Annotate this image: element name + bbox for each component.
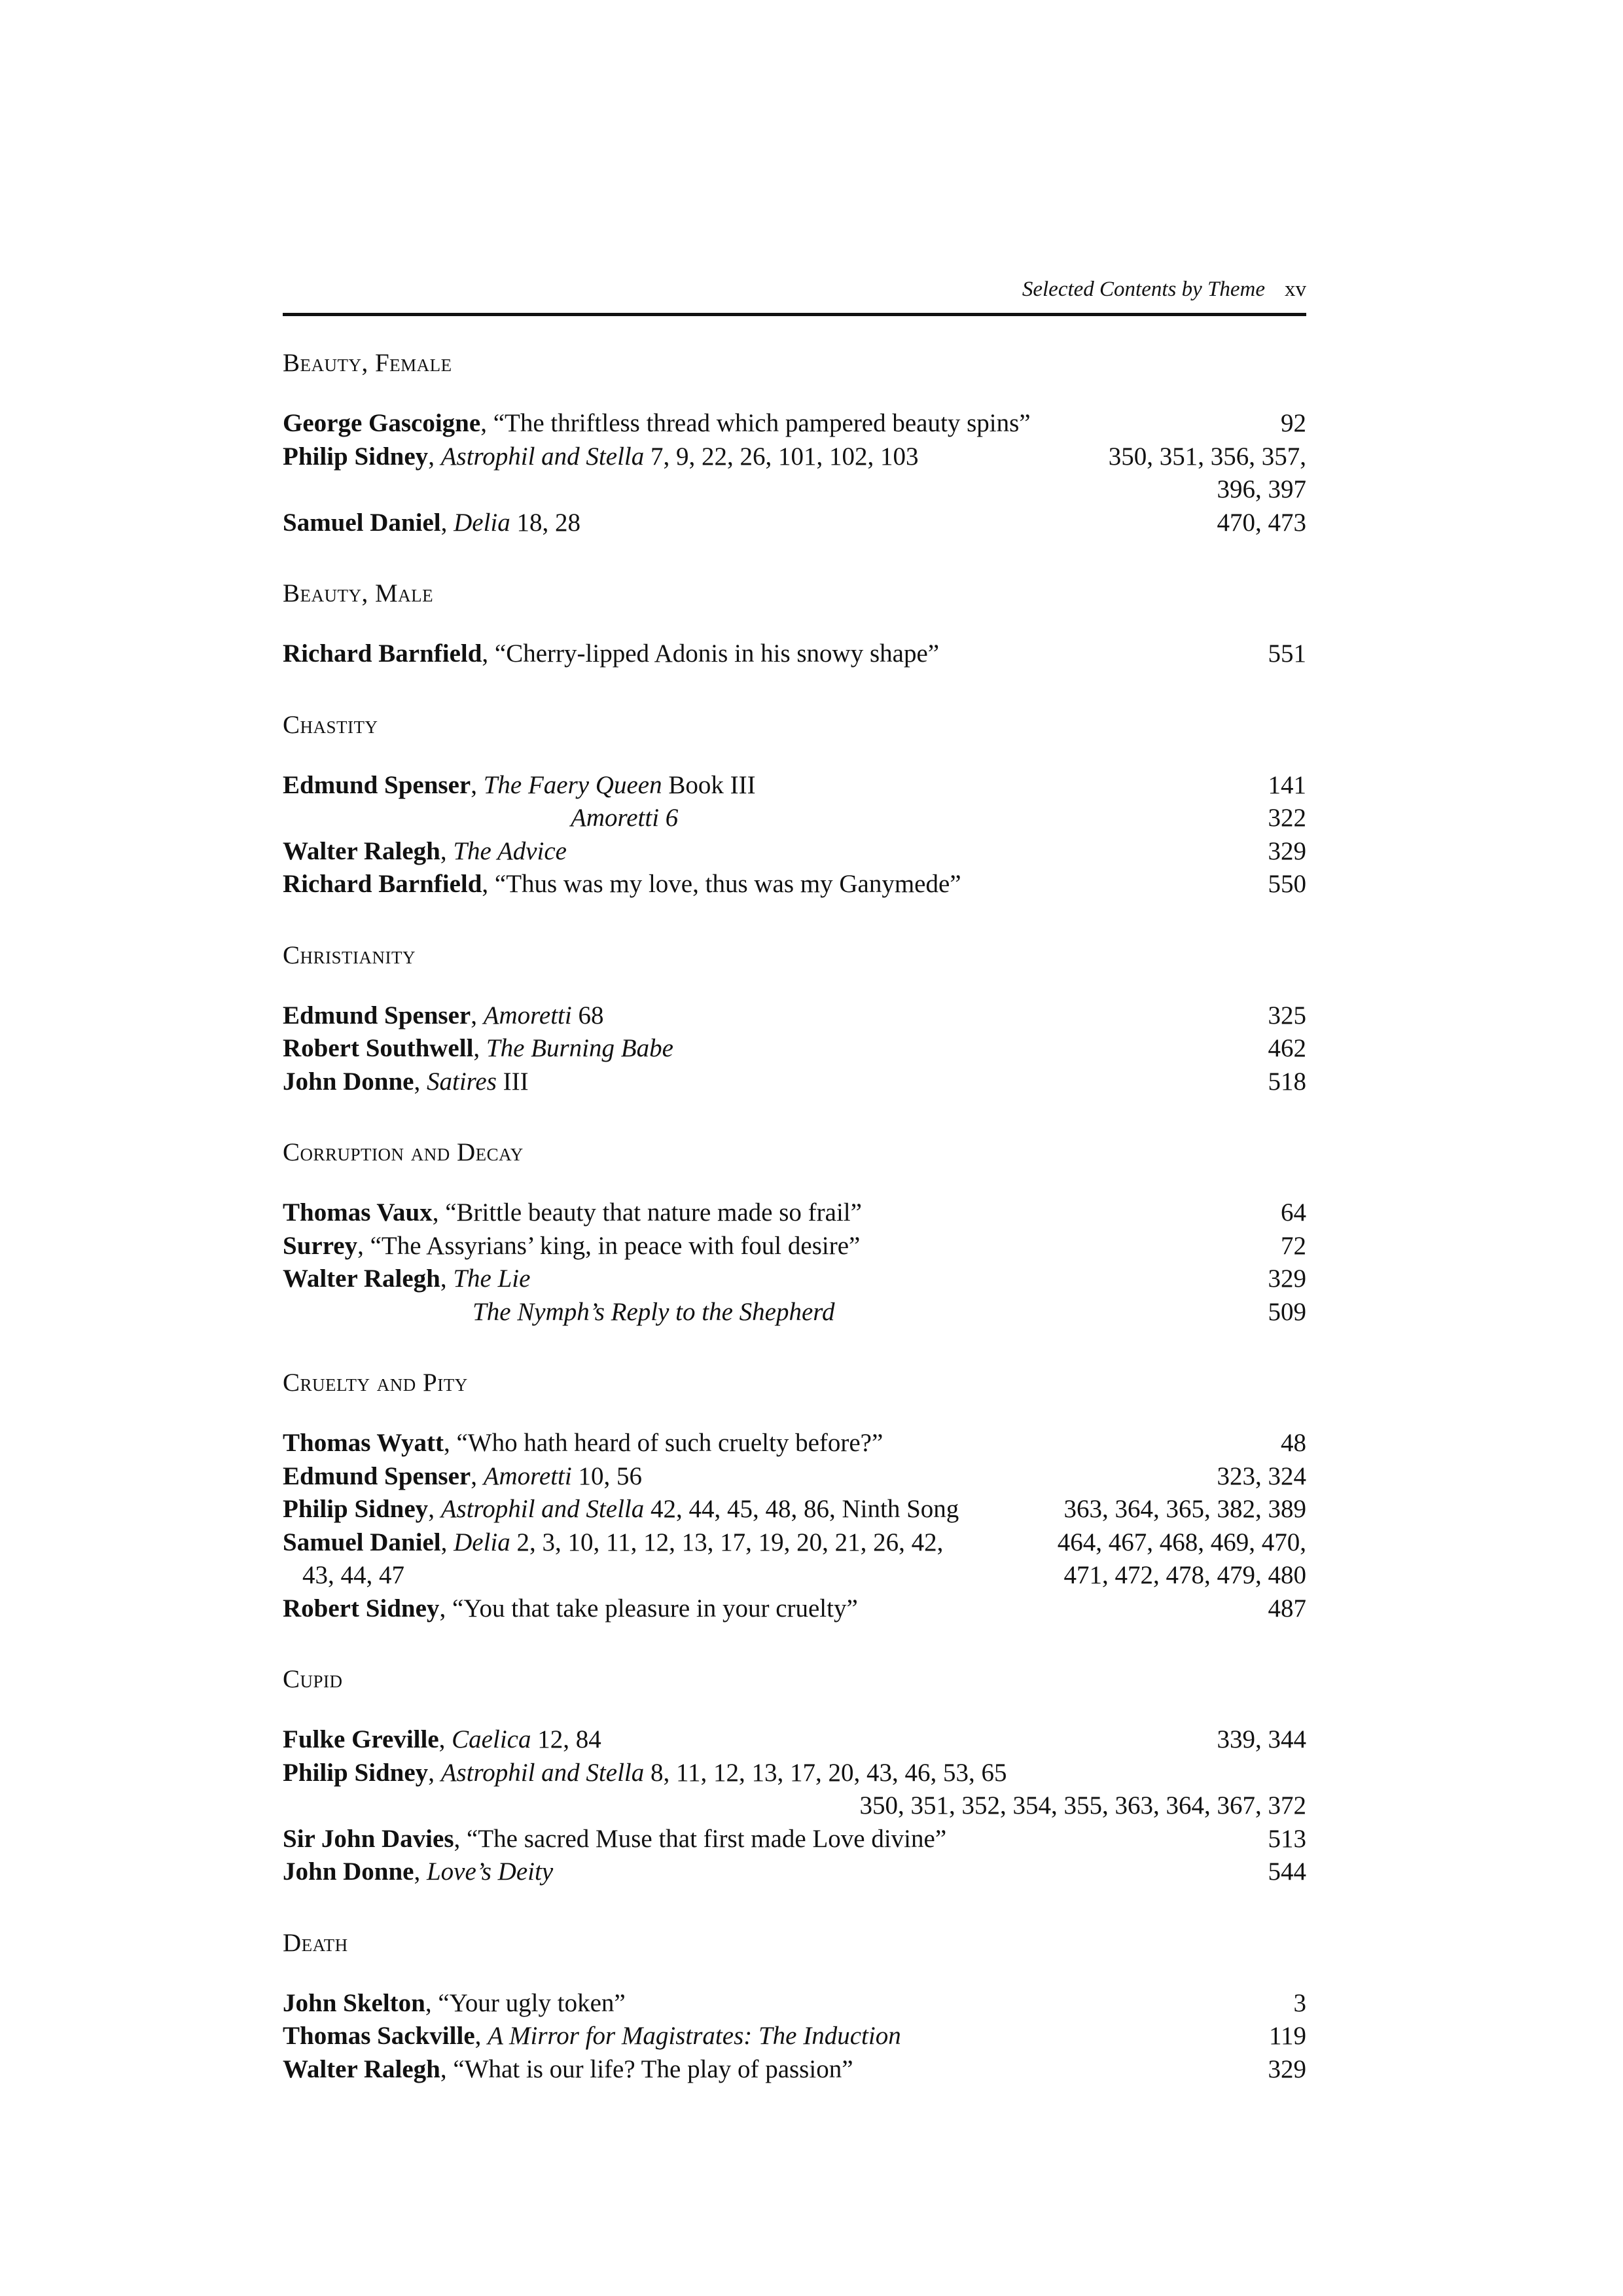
index-entry: Thomas Vaux, “Brittle beauty that nature made so frail” 64: [283, 1196, 1306, 1230]
poem-title: “Who hath heard of such cruelty before?”: [456, 1429, 883, 1457]
page-refs: 509: [1268, 1297, 1306, 1326]
page-refs: 462: [1268, 1034, 1306, 1062]
author-name: Edmund Spenser: [283, 1462, 471, 1490]
index-entry: [283, 802, 1306, 835]
author-name: Samuel Daniel: [283, 508, 441, 537]
section-beauty-female: [283, 346, 1306, 539]
work-title: Delia: [454, 1528, 510, 1556]
page-refs: 551: [1268, 639, 1306, 668]
author-name: Robert Sidney: [283, 1594, 440, 1623]
author-name: John Donne: [283, 1067, 414, 1096]
author-name: Samuel Daniel: [283, 1528, 441, 1556]
poem-numbers: III: [496, 1067, 529, 1096]
index-entry: Surrey, “The Assyrians’ king, in peace with foul desire” 72: [283, 1230, 1306, 1263]
theme-index: [283, 346, 1306, 2123]
header-rule: [283, 313, 1306, 316]
author-name: Sir John Davies: [283, 1824, 454, 1853]
poem-title: “Brittle beauty that nature made so frail”: [445, 1198, 862, 1227]
running-head: [283, 274, 1306, 305]
page-refs: 325: [1268, 1001, 1306, 1030]
poem-title: “What is our life? The play of passion”: [453, 2054, 853, 2083]
page-refs: 322: [1268, 804, 1306, 832]
poem-numbers: 18, 28: [510, 508, 581, 537]
index-entry: Walter Ralegh, “What is our life? The play of passion” 329: [283, 2053, 1306, 2087]
page-number: xv: [1285, 278, 1306, 301]
index-entry: Richard Barnfield, “Thus was my love, thus was my Ganymede” 550: [283, 868, 1306, 901]
section-heading: Cruelty and Pity: [283, 1369, 468, 1397]
poem-title: “Cherry-lipped Adonis in his snowy shape”: [494, 639, 940, 668]
index-entry: Walter Ralegh, The Advice 329: [283, 835, 1306, 869]
page-refs: 350, 351, 356, 357, 396, 397: [1108, 442, 1306, 503]
work-title: Caelica: [452, 1725, 531, 1753]
section-corruption-and-decay: [283, 1135, 1306, 1329]
index-entry: Philip Sidney, Astrophil and Stella 42, 44, 45, 48, 86, Ninth Song 363, 364, 365, 382, 389: [283, 1493, 1306, 1526]
page-refs: 323, 324: [1217, 1462, 1306, 1490]
index-entry: Samuel Daniel, Delia 2, 3, 10, 11, 12, 13, 17, 19, 20, 21, 26, 42, 43, 44, 47 464, 467, 468, 469, 470, 471, 472, 478, 479, 480: [283, 1526, 1306, 1592]
index-entry: Philip Sidney, Astrophil and Stella 7, 9, 22, 26, 101, 102, 103 350, 351, 356, 357, 396, 397: [283, 440, 1306, 507]
author-name: George Gascoigne: [283, 409, 481, 437]
work-title: Astrophil and Stella: [440, 1495, 645, 1523]
page-refs: 119: [1268, 2022, 1306, 2050]
poem-numbers: Book III: [662, 770, 756, 799]
section-heading: Chastity: [283, 710, 378, 739]
work-title: Satires: [426, 1067, 497, 1096]
page-refs: 329: [1268, 836, 1306, 865]
work-title: Astrophil and Stella: [440, 442, 645, 471]
page-refs: 339, 344: [1217, 1725, 1306, 1753]
section-heading: Death: [283, 1928, 348, 1957]
author-name: Walter Ralegh: [283, 2054, 440, 2083]
page-refs: 329: [1268, 1265, 1306, 1293]
page-refs: 487: [1268, 1594, 1306, 1623]
section-heading: Christianity: [283, 941, 416, 969]
section-heading: Cupid: [283, 1665, 343, 1693]
index-entry: Thomas Wyatt, “Who hath heard of such cruelty before?” 48: [283, 1427, 1306, 1460]
work-title: A Mirror for Magistrates: The Induction: [488, 2022, 901, 2050]
poem-title: “The Assyrians’ king, in peace with foul desire”: [370, 1231, 861, 1260]
poem-title: “The sacred Muse that first made Love divine”: [467, 1824, 947, 1853]
section-christianity: [283, 938, 1306, 1099]
poem-title: “Your ugly token”: [438, 1988, 626, 2017]
index-entry: [283, 1296, 1306, 1329]
author-name: Thomas Sackville: [283, 2022, 475, 2050]
page-refs: 64: [1281, 1198, 1306, 1227]
page-refs: 550: [1268, 870, 1306, 898]
page-refs: 72: [1281, 1231, 1306, 1260]
index-entry: Walter Ralegh, The Lie 329: [283, 1263, 1306, 1296]
section-heading: Corruption and Decay: [283, 1138, 524, 1166]
author-name: John Skelton: [283, 1988, 425, 2017]
page-refs: 518: [1268, 1067, 1306, 1096]
author-name: Richard Barnfield: [283, 870, 482, 898]
section-beauty-male: [283, 576, 1306, 671]
work-title: Amoretti 6: [571, 804, 679, 832]
author-name: Walter Ralegh: [283, 836, 440, 865]
work-title: Astrophil and Stella: [440, 1758, 645, 1787]
index-entry: Edmund Spenser, Amoretti 10, 56 323, 324: [283, 1460, 1306, 1494]
author-name: Edmund Spenser: [283, 1001, 471, 1030]
page-refs: 3: [1293, 1988, 1306, 2017]
author-name: Fulke Greville: [283, 1725, 439, 1753]
poem-numbers: 42, 44, 45, 48, 86, Ninth Song: [644, 1495, 959, 1523]
author-name: Edmund Spenser: [283, 770, 471, 799]
poem-numbers: 68: [571, 1001, 604, 1030]
index-entry: George Gascoigne, “The thriftless thread which pampered beauty spins” 92: [283, 407, 1306, 440]
poem-numbers: 8, 11, 12, 13, 17, 20, 43, 46, 53, 65: [644, 1758, 1007, 1787]
author-name: Surrey: [283, 1231, 358, 1260]
index-entry: Edmund Spenser, Amoretti 68 325: [283, 999, 1306, 1033]
index-entry: Sir John Davies, “The sacred Muse that first made Love divine” 513: [283, 1823, 1306, 1856]
work-title: The Faery Queen: [483, 770, 662, 799]
section-cupid: [283, 1662, 1306, 1889]
index-entry: Robert Sidney, “You that take pleasure in your cruelty” 487: [283, 1592, 1306, 1626]
poem-title: “Thus was my love, thus was my Ganymede”: [494, 870, 961, 898]
index-entry: Richard Barnfield, “Cherry-lipped Adonis in his snowy shape” 551: [283, 637, 1306, 671]
poem-title: “The thriftless thread which pampered beauty spins”: [493, 409, 1031, 437]
author-name: Robert Southwell: [283, 1034, 474, 1062]
index-entry: Thomas Sackville, A Mirror for Magistrates: The Induction 119: [283, 2020, 1306, 2053]
author-name: Walter Ralegh: [283, 1265, 440, 1293]
index-entry: Fulke Greville, Caelica 12, 84 339, 344: [283, 1723, 1306, 1757]
section-heading: Beauty, Male: [283, 579, 434, 607]
work-title: The Burning Babe: [486, 1034, 673, 1062]
page-refs: 141: [1268, 770, 1306, 799]
poem-numbers: 12, 84: [531, 1725, 601, 1753]
index-entry: John Donne, Satires III 518: [283, 1066, 1306, 1099]
section-heading: Beauty, Female: [283, 349, 452, 377]
page-refs: 92: [1281, 409, 1306, 437]
section-death: [283, 1926, 1306, 2087]
author-name: Thomas Wyatt: [283, 1429, 444, 1457]
page-refs: 513: [1268, 1824, 1306, 1853]
work-title: The Nymph’s Reply to the Shepherd: [473, 1297, 835, 1326]
work-title: The Lie: [453, 1265, 531, 1293]
section-cruelty-and-pity: [283, 1365, 1306, 1625]
index-entry: Samuel Daniel, Delia 18, 28 470, 473: [283, 507, 1306, 540]
page-refs: 464, 467, 468, 469, 470, 471, 472, 478, 479, 480: [1057, 1528, 1306, 1589]
page-refs: 350, 351, 352, 354, 355, 363, 364, 367, 372: [859, 1791, 1306, 1820]
page-refs: 544: [1268, 1857, 1306, 1886]
author-name: Philip Sidney: [283, 442, 429, 471]
page-refs: 329: [1268, 2054, 1306, 2083]
author-name: Richard Barnfield: [283, 639, 482, 668]
index-entry: Robert Southwell, The Burning Babe 462: [283, 1032, 1306, 1066]
running-head-title: Selected Contents by Theme: [1022, 278, 1265, 301]
index-entry: Philip Sidney, Astrophil and Stella 8, 11, 12, 13, 17, 20, 43, 46, 53, 65: [283, 1758, 1007, 1787]
poem-title: “You that take pleasure in your cruelty”: [452, 1594, 858, 1623]
poem-numbers-continued: 43, 44, 47: [302, 1561, 404, 1589]
index-entry: John Donne, Love’s Deity 544: [283, 1856, 1306, 1889]
work-title: Amoretti: [483, 1001, 572, 1030]
poem-numbers: 2, 3, 10, 11, 12, 13, 17, 19, 20, 21, 26, 42,: [510, 1528, 944, 1556]
poem-numbers: 7, 9, 22, 26, 101, 102, 103: [644, 442, 919, 471]
index-entry: John Skelton, “Your ugly token” 3: [283, 1987, 1306, 2020]
page-refs: 363, 364, 365, 382, 389: [1063, 1495, 1306, 1523]
author-name: John Donne: [283, 1857, 414, 1886]
index-entry: Edmund Spenser, The Faery Queen Book III 141: [283, 769, 1306, 802]
page-refs: 48: [1281, 1429, 1306, 1457]
work-title: The Advice: [453, 836, 567, 865]
author-name: Thomas Vaux: [283, 1198, 433, 1227]
page-refs: 470, 473: [1217, 508, 1306, 537]
author-name: Philip Sidney: [283, 1495, 429, 1523]
author-name: Philip Sidney: [283, 1758, 429, 1787]
section-chastity: [283, 708, 1306, 901]
poem-numbers: 10, 56: [571, 1462, 642, 1490]
work-title: Amoretti: [483, 1462, 572, 1490]
work-title: Love’s Deity: [426, 1857, 554, 1886]
work-title: Delia: [454, 508, 510, 537]
